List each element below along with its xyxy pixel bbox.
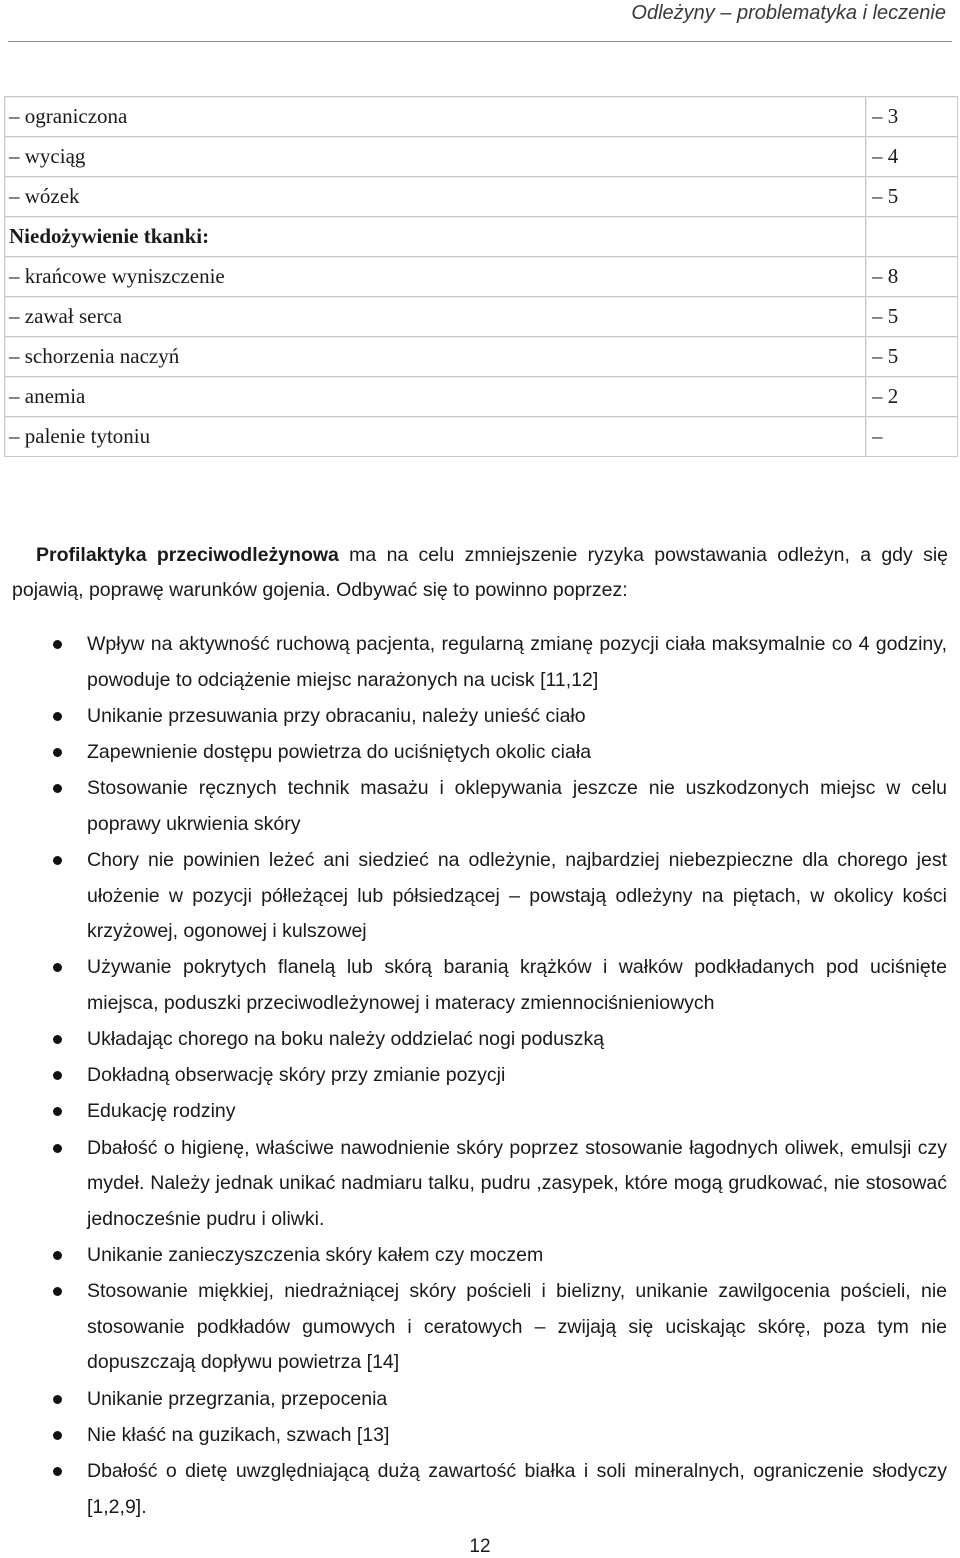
risk-factor-label: – ograniczona <box>5 97 866 137</box>
list-item-text: Nie kłaść na guzikach, szwach [13] <box>87 1423 390 1446</box>
list-item-text: Stosowanie ręcznych technik masażu i oklepywania jeszcze nie uszkodzonych miejsc w celu poprawy ukrwienia skóry <box>87 777 947 835</box>
risk-category-heading: Niedożywienie tkanki: <box>5 217 866 257</box>
running-header: Odleżyny – problematyka i leczenie <box>631 2 946 24</box>
bullet-icon <box>53 1251 62 1260</box>
table-row <box>5 377 958 417</box>
risk-factor-score: – 4 <box>866 137 958 177</box>
risk-factor-score: – 2 <box>866 377 958 417</box>
list-item <box>0 950 947 1021</box>
list-item <box>0 843 947 950</box>
list-item <box>0 1131 947 1238</box>
risk-factor-score <box>866 217 958 257</box>
intro-body: ma na celu zmniejszenie ryzyka powstawania odleżyn, a gdy się pojawią, poprawę warunków gojenia. Odbywać się to powinno poprzez: <box>12 544 948 601</box>
list-item-text: Zapewnienie dostępu powietrza do uciśniętych okolic ciała <box>87 740 592 763</box>
risk-factor-label: – krańcowe wyniszczenie <box>5 257 866 297</box>
bullet-icon <box>53 1035 62 1044</box>
risk-factor-label: – wózek <box>5 177 866 217</box>
list-item-text: Edukację rodziny <box>87 1100 236 1123</box>
table-row <box>5 97 958 137</box>
prevention-measures-list <box>0 627 947 1526</box>
bullet-icon <box>53 1287 62 1296</box>
list-item-text: Używanie pokrytych flanelą lub skórą baranią krążków i wałków podkładanych pod uciśnięte miejsca, poduszki przeciwodleżynowej i materacy zmiennociśnieniowych <box>87 956 947 1014</box>
table-row <box>5 137 958 177</box>
list-item <box>0 1274 947 1381</box>
bullet-icon <box>53 963 62 972</box>
table-row <box>5 177 958 217</box>
table-row <box>5 257 958 297</box>
intro-paragraph <box>12 538 948 608</box>
list-item-text: Dbałość o higienę, właściwe nawodnienie skóry poprzez stosowanie łagodnych oliwek, emulsji czy mydeł. Należy jednak unikać nadmiaru talku, pudru ,zasypek, które mogą grudkować, nie stosować jednocześnie pudru i oliwki. <box>87 1136 947 1230</box>
risk-score-table <box>4 96 958 457</box>
list-item <box>0 627 947 698</box>
list-item-text: Dokładną obserwację skóry przy zmianie pozycji <box>87 1064 506 1087</box>
risk-factor-score: – <box>866 417 958 457</box>
table-row <box>5 297 958 337</box>
risk-score-table-body <box>5 97 958 457</box>
bullet-icon <box>53 1431 62 1440</box>
table-row <box>5 417 958 457</box>
list-item-text: Stosowanie miękkiej, niedrażniącej skóry pościeli i bielizny, unikanie zawilgocenia pościeli, nie stosowanie podkładów gumowych i ceratowych – zwijają się uciskając skórę, poza tym nie dopuszczają dopływu powietrza [14] <box>87 1280 947 1374</box>
table-row <box>5 337 958 377</box>
list-item-text: Wpływ na aktywność ruchową pacjenta, regularną zmianę pozycji ciała maksymalnie co 4 godziny, powoduje to odciążenie miejsc narażonych na ucisk [11,12] <box>87 633 947 691</box>
risk-factor-score: – 5 <box>866 177 958 217</box>
risk-factor-label: – schorzenia naczyń <box>5 337 866 377</box>
list-item-text: Chory nie powinien leżeć ani siedzieć na odleżynie, najbardziej niebezpieczne dla chorego jest ułożenie w pozycji półleżącej lub półsiedzącej – powstają odleżyny na piętach, w okolicy kości krzyżowej, ogonowej i kulszowej <box>87 848 947 943</box>
list-item <box>0 735 947 771</box>
list-item <box>0 1382 947 1418</box>
list-item <box>0 1058 947 1094</box>
risk-factor-score: – 8 <box>866 257 958 297</box>
bullet-icon <box>53 1395 62 1404</box>
intro-bold-term: Profilaktyka przeciwodleżynowa <box>36 544 339 566</box>
list-item-text: Unikanie przesuwania przy obracaniu, należy unieść ciało <box>87 704 586 727</box>
list-item <box>0 1454 947 1525</box>
table-row <box>5 217 958 257</box>
risk-factor-score: – 5 <box>866 297 958 337</box>
bullet-icon <box>53 1107 62 1116</box>
page-number: 12 <box>469 1536 491 1557</box>
bullet-icon <box>53 1467 62 1476</box>
list-item <box>0 771 947 842</box>
bullet-icon <box>53 1144 62 1153</box>
bullet-icon <box>53 784 62 793</box>
list-item <box>0 1022 947 1058</box>
list-item <box>0 1418 947 1454</box>
bullet-icon <box>53 748 62 757</box>
list-item <box>0 1094 947 1130</box>
list-item-text: Unikanie zanieczyszczenia skóry kałem czy moczem <box>87 1244 544 1267</box>
list-item-text: Dbałość o dietę uwzględniającą dużą zawartość białka i soli mineralnych, ograniczenie słodyczy [1,2,9]. <box>87 1459 947 1518</box>
risk-factor-label: – wyciąg <box>5 137 866 177</box>
risk-factor-label: – palenie tytoniu <box>5 417 866 457</box>
risk-factor-score: – 3 <box>866 97 958 137</box>
bullet-icon <box>53 1071 62 1080</box>
list-item-text: Unikanie przegrzania, przepocenia <box>87 1387 388 1410</box>
bullet-icon <box>53 640 62 649</box>
risk-factor-label: – anemia <box>5 377 866 417</box>
risk-factor-score: – 5 <box>866 337 958 377</box>
list-item <box>0 1238 947 1274</box>
list-item-text: Układając chorego na boku należy oddzielać nogi poduszką <box>87 1028 605 1051</box>
intro-text <box>12 538 948 608</box>
list-item <box>0 699 947 735</box>
bullet-icon <box>53 712 62 721</box>
bullet-icon <box>53 856 62 865</box>
header-divider <box>8 41 952 42</box>
risk-factor-label: – zawał serca <box>5 297 866 337</box>
